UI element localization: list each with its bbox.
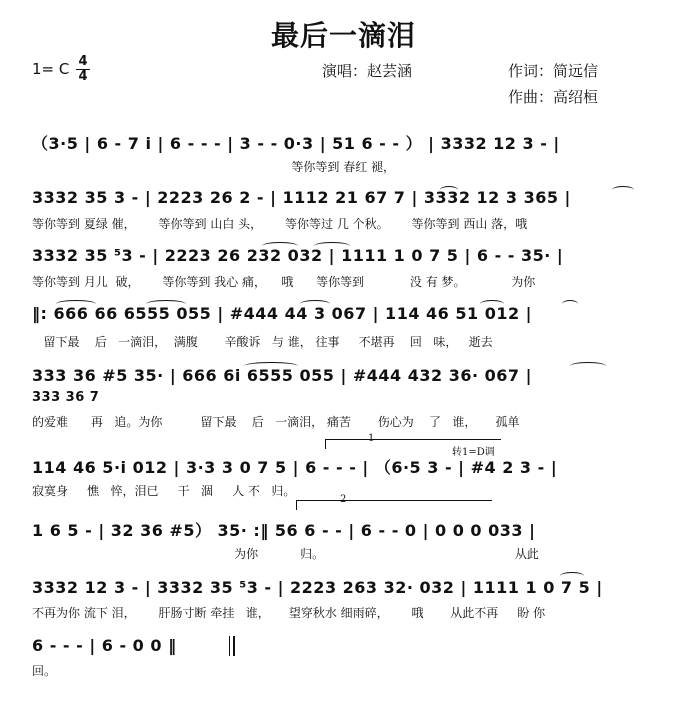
staff-lyrics-2: 等你等到 夏绿 催， 等你等到 山白 头， 等你等过 几 个秋。 等你等到 西山 落，哦 — [32, 217, 528, 231]
staff-lyrics-8: 不再为你 流下 泪， 肝肠寸断 牵挂 谁， 望穿秋水 细雨碎， 哦 从此不再 盼 你 — [32, 606, 546, 620]
staff-lyrics-7: 为你 归。 从此 — [32, 547, 539, 561]
time-signature — [76, 56, 90, 83]
modulation-label: 转1=D调 — [452, 447, 495, 458]
staff-notes-5-alt: 333 36 7 — [32, 390, 100, 405]
slur — [262, 242, 298, 250]
final-barline-thin — [229, 636, 230, 656]
staff-notes-9: 6 - - - | 6 - 0 0 ‖ — [32, 636, 177, 655]
final-barline-thick — [233, 636, 235, 656]
ending-2-bracket-left — [296, 500, 297, 510]
slur — [440, 186, 458, 194]
slur — [560, 572, 584, 580]
staff-notes-6: 114 46 5·i 012 | 3·3 3 0 7 5 | 6 - - - | （6·5 3 - | #4 2 3 - | — [32, 458, 558, 477]
staff-lyrics-5: 的爱难 再 追。为你 留下最 后 一滴泪， 痛苦 伤心为 了 谁， 孤单 — [32, 415, 520, 429]
composer-credit: 作曲：高绍桓 — [508, 88, 599, 106]
slur — [300, 300, 330, 308]
staff-lyrics-3: 等你等到 月儿 破， 等你等到 我心 痛， 哦 等你等到 没 有 梦。 为你 — [32, 275, 536, 289]
ending-1-bracket-left — [325, 439, 326, 449]
staff-lyrics-4: 留下最 后 一滴泪， 满腹 辛酸诉 与 谁， 往事 不堪再 回 味， 逝去 — [32, 335, 493, 349]
staff-notes-4: ‖: 666 66 6555 055 | #444 44 3 067 | 114 46 51 012 | — [32, 304, 533, 323]
staff-notes-3: 3332 35 ⁵3 - | 2223 26 232 032 | 1111 1 0 7 5 | 6 - - 35· | — [32, 246, 564, 265]
staff-notes-5: 333 36 #5 35· | 666 6i 6555 055 | #444 432 36· 067 | — [32, 366, 532, 385]
ending-2-bracket — [296, 500, 492, 501]
staff-notes-2: 3332 35 3 - | 2223 26 2 - | 1112 21 67 7 | 3332 12 3 365 | — [32, 188, 571, 207]
staff-notes-7: 1 6 5 - | 32 36 #5） 35· :‖ 56 6 - - | 6 - - 0 | 0 0 0 033 | — [32, 521, 536, 540]
slur — [56, 300, 96, 308]
slur — [146, 300, 186, 308]
time-bottom: 4 — [78, 69, 88, 84]
ending-1-number: 1 — [368, 433, 375, 444]
staff-lyrics-9: 回。 — [32, 664, 57, 678]
key-signature: 1= C — [32, 60, 70, 78]
staff-notes-8: 3332 12 3 - | 3332 35 ⁵3 - | 2223 263 32· 032 | 1111 1 0 7 5 | — [32, 578, 603, 597]
lyricist-credit: 作词：简远信 — [508, 62, 599, 80]
slur — [570, 362, 606, 370]
song-title: 最后一滴泪 — [270, 19, 416, 52]
staff-lyrics-6: 寂寞身 憔 悴，泪已 干 涸 人 不 归。 — [32, 484, 296, 498]
slur — [612, 186, 634, 194]
time-top: 4 — [78, 54, 88, 69]
staff-lyrics-1: 等你等到 春红 褪， — [32, 160, 396, 174]
slur — [314, 242, 350, 250]
ending-2-number: 2 — [340, 494, 347, 505]
slur — [562, 300, 578, 308]
staff-notes-1: （3·5 | 6 - 7 i | 6 - - - | 3 - - 0·3 | 51 6 - - ） | 3332 12 3 - | — [32, 134, 560, 153]
ending-1-bracket — [325, 439, 501, 440]
slur — [480, 300, 504, 308]
slur — [244, 362, 298, 370]
singer-credit: 演唱：赵芸涵 — [322, 62, 413, 80]
